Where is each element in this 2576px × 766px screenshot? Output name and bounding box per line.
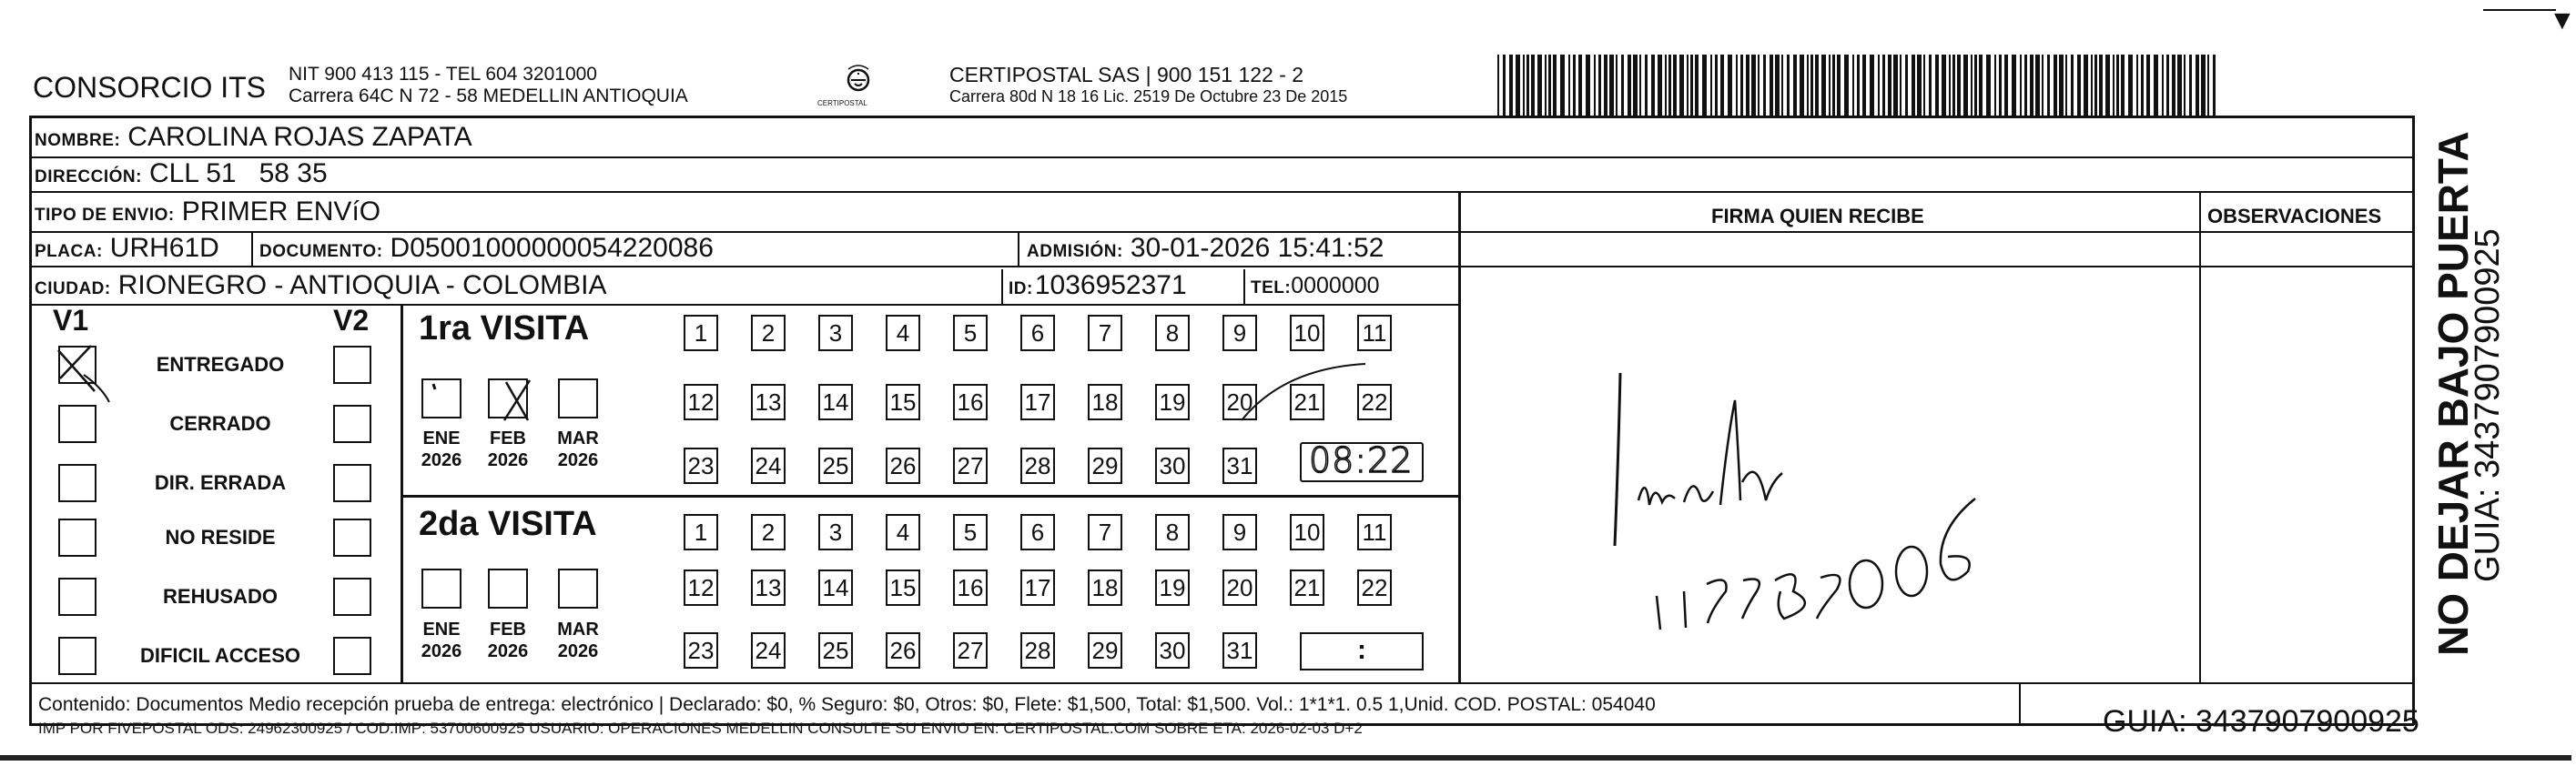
contenido-text: Contenido: Documentos Medio recepción prueba de entrega: electrónico | Declarado: $0, % Seguro: $0, Otros: $0, Flete: $1,500, Total: $1,500. Vol.: 1*1*1. 0.5 1,Unid. COD. POSTAL: 054040 — [38, 694, 1656, 715]
first-visit-day-box[interactable]: 1 — [684, 315, 718, 351]
barcode-bar — [1810, 55, 1813, 118]
status-label: DIR. ERRADA — [154, 471, 287, 494]
status-label: CERRADO — [169, 412, 271, 435]
barcode-bar — [1578, 55, 1582, 118]
barcode-bar — [2154, 55, 2158, 118]
second-visit-day-box[interactable]: 22 — [1357, 569, 1392, 606]
v1-header: V1 — [53, 304, 89, 337]
barcode-bar — [1673, 55, 1677, 118]
first-visit-day-box[interactable]: 19 — [1155, 384, 1190, 420]
observations-divider — [2199, 191, 2201, 682]
second-visit-day-box[interactable]: 3 — [818, 514, 853, 550]
barcode-bar — [1509, 55, 1513, 118]
first-visit-day-box[interactable]: 17 — [1020, 384, 1055, 420]
barcode-bar — [2071, 55, 2074, 118]
barcode-bar — [1628, 55, 1631, 118]
firma-title: FIRMA QUIEN RECIBE — [1711, 205, 1924, 227]
barcode-bar — [1957, 55, 1961, 118]
barcode-bar — [1715, 55, 1718, 118]
carrier-name: CERTIPOSTAL SAS | 900 151 122 - 2 — [949, 63, 1304, 86]
first-visit-day-box[interactable]: 4 — [886, 315, 920, 351]
barcode-bar — [1952, 55, 1955, 118]
barcode-bar — [1905, 55, 1908, 118]
documento-label: DOCUMENTO: — [259, 242, 383, 261]
second-visit-day-box[interactable]: 4 — [886, 514, 920, 550]
barcode-bar — [1548, 55, 1551, 118]
barcode-bar — [1949, 55, 1951, 118]
barcode-bar — [1545, 55, 1547, 118]
status-label: ENTREGADO — [156, 353, 285, 376]
barcode-bar — [2099, 55, 2103, 118]
second-visit-day-box[interactable]: 5 — [953, 514, 988, 550]
barcode-bar — [2004, 55, 2008, 118]
barcode-bar — [1770, 55, 1773, 118]
second-visit-day-box[interactable]: 8 — [1155, 514, 1190, 550]
barcode-bar — [1621, 55, 1624, 118]
barcode-bar — [1665, 55, 1667, 118]
documento-value: D05001000000054220086 — [390, 233, 714, 263]
barcode-bar — [1720, 55, 1724, 118]
second-visit-day-box[interactable]: 9 — [1222, 514, 1257, 550]
barcode-bar — [1516, 55, 1520, 118]
barcode-bar — [1917, 55, 1922, 118]
month-year: 2026 — [421, 641, 462, 661]
observaciones-title: OBSERVACIONES — [2207, 205, 2382, 227]
barcode-bar — [1594, 55, 1596, 118]
barcode-bar — [2094, 55, 2097, 118]
guia-number-side: GUIA: 3437907900925 — [2469, 228, 2507, 582]
barcode-bar — [1815, 55, 1819, 118]
second-visit-day-box[interactable]: 18 — [1088, 569, 1122, 606]
barcode-bar — [2065, 55, 2067, 118]
barcode-bar — [1832, 55, 1835, 118]
second-visit-day-box[interactable]: 20 — [1222, 569, 1257, 606]
barcode-bar — [1586, 55, 1590, 118]
day20-stroke — [1242, 364, 1365, 420]
first-visit-day-box[interactable]: 24 — [751, 448, 786, 484]
barcode-bar — [2146, 55, 2150, 118]
guia-cell-sep — [2019, 682, 2021, 723]
barcode-bar — [1537, 55, 1542, 118]
frame-right — [2412, 116, 2415, 725]
barcode-bar — [2113, 55, 2115, 118]
barcode-bar — [1531, 55, 1535, 118]
direccion-value: CLL 51 58 35 — [148, 158, 328, 188]
second-visit-day-box[interactable]: 30 — [1155, 632, 1190, 669]
first-visit-day-box[interactable]: 28 — [1020, 448, 1055, 484]
first-visit-day-box[interactable]: 13 — [751, 384, 786, 420]
barcode-bar — [1758, 55, 1760, 118]
barcode-bar — [1781, 55, 1783, 118]
barcode-bar — [1763, 55, 1766, 118]
first-visit-title: 1ra VISITA — [419, 309, 590, 348]
barcode-bar — [2077, 55, 2081, 118]
nombre-label: NOMBRE: — [35, 131, 121, 150]
barcode-bar — [2184, 55, 2186, 118]
barcode-bar — [2020, 55, 2022, 118]
barcode-bar — [1821, 55, 1826, 118]
barcode-bar — [2012, 55, 2016, 118]
barcode-bar — [1651, 55, 1655, 118]
barcode-bar — [1687, 55, 1689, 118]
barcode-bar — [1658, 55, 1662, 118]
first-visit-day-box[interactable]: 26 — [886, 448, 920, 484]
barcode-bar — [1923, 55, 1925, 118]
month-year: 2026 — [487, 450, 529, 470]
barcode-bar — [1751, 55, 1756, 118]
first-visit-day-box[interactable]: 25 — [818, 448, 853, 484]
first-visit-day-box[interactable]: 15 — [886, 384, 920, 420]
month-name: FEB — [490, 620, 526, 640]
barcode-bar — [1893, 55, 1898, 118]
barcode-bar — [1702, 55, 1707, 118]
barcode-bar — [1695, 55, 1699, 118]
barcode-bar — [2054, 55, 2057, 118]
second-visit-day-box[interactable]: 16 — [953, 569, 988, 606]
id-value: 1036952371 — [1034, 270, 1187, 300]
ene-dot — [433, 384, 435, 389]
second-visit-day-box[interactable]: 11 — [1357, 514, 1392, 550]
imp-text: IMP POR FIVEPOSTAL ODS: 24962300925 / COD.IMP: 53700600925 USUARIO: OPERACIONES MEDELLIN CONSULTE SU ENVIO EN: CERTIPOSTAL.COM SOBRE ETA: 2026-02-03 D+2 — [38, 720, 1363, 737]
company-name: CONSORCIO ITS — [33, 71, 267, 104]
first-visit-day-box[interactable]: 10 — [1290, 315, 1324, 351]
barcode-bar — [1888, 55, 1891, 118]
placa-label: PLACA: — [35, 242, 103, 261]
nombre-value: CAROLINA ROJAS ZAPATA — [127, 122, 472, 152]
barcode-bar — [1598, 55, 1601, 118]
first-visit-day-box[interactable]: 7 — [1088, 315, 1122, 351]
barcode-bar — [1829, 55, 1831, 118]
month-name: MAR — [557, 620, 599, 640]
first-visit-day-box[interactable]: 11 — [1357, 315, 1392, 351]
admision-value: 30-01-2026 15:41:52 — [1130, 233, 1384, 263]
barcode-bar — [1986, 55, 1991, 118]
entregado-check-mark — [58, 346, 95, 391]
first-visit-day-box[interactable]: 18 — [1088, 384, 1122, 420]
id-label: ID: — [1009, 279, 1033, 298]
handwritten-signature — [1547, 346, 2094, 655]
barcode-bar — [2121, 55, 2125, 118]
barcode-bar — [2189, 55, 2192, 118]
barcode-bar — [1787, 55, 1790, 118]
barcode-bar — [1560, 55, 1565, 118]
barcode-bar — [1503, 55, 1506, 118]
barcode-bar — [1999, 55, 2002, 118]
second-visit-day-box[interactable]: 2 — [751, 514, 786, 550]
barcode-bar — [1639, 55, 1641, 118]
second-visit-day-box[interactable]: 17 — [1020, 569, 1055, 606]
barcode-bar — [1645, 55, 1648, 118]
barcode-bar — [2166, 55, 2169, 118]
barcode-bar — [2213, 55, 2216, 118]
second-visit-day-box[interactable]: 21 — [1290, 569, 1324, 606]
barcode-bar — [2141, 55, 2144, 118]
second-visit-day-box[interactable]: 1 — [684, 514, 718, 550]
month-name: ENE — [422, 428, 461, 449]
company-address: Carrera 64C N 72 - 58 MEDELLIN ANTIOQUIA — [289, 86, 688, 106]
scan-bottom-edge — [0, 755, 2571, 761]
month-year: 2026 — [557, 450, 599, 470]
month-name: ENE — [422, 620, 461, 640]
status-label: REHUSADO — [163, 585, 278, 608]
first-visit-day-box[interactable]: 3 — [818, 315, 853, 351]
first-visit-day-box[interactable]: 12 — [684, 384, 718, 420]
barcode-bar — [1793, 55, 1797, 118]
second-visit-day-box[interactable]: 25 — [818, 632, 853, 669]
barcode-bar — [1870, 55, 1874, 118]
barcode-bar — [1974, 55, 1977, 118]
placa-value: URH61D — [109, 233, 219, 263]
company-nit: NIT 900 413 115 - TEL 604 3201000 — [289, 64, 597, 85]
barcode-bar — [2059, 55, 2064, 118]
first-visit-day-box[interactable]: 23 — [684, 448, 718, 484]
tipo-value: PRIMER ENVíO — [181, 197, 381, 227]
first-visit-day-box[interactable]: 27 — [953, 448, 988, 484]
barcode-bar — [1604, 55, 1607, 118]
barcode-bar — [2172, 55, 2175, 118]
status-label: NO RESIDE — [165, 526, 276, 549]
second-visit-day-box[interactable]: 31 — [1222, 632, 1257, 669]
direccion-label: DIRECCIÓN: — [35, 167, 142, 186]
ciudad-label: CIUDAD: — [35, 279, 111, 298]
first-visit-day-box[interactable]: 22 — [1357, 384, 1392, 420]
certipostal-logo-text: CERTIPOSTAL — [817, 99, 867, 107]
barcode-bar — [1553, 55, 1557, 118]
second-visit-day-box[interactable]: 26 — [886, 632, 920, 669]
barcode-bar — [1912, 55, 1915, 118]
barcode-bar — [1728, 55, 1732, 118]
signature-divider — [1458, 191, 1461, 682]
second-visit-day-box[interactable]: 7 — [1088, 514, 1122, 550]
barcode-bar — [1710, 55, 1712, 118]
barcode-bar — [1740, 55, 1743, 118]
first-visit-day-box[interactable]: 29 — [1088, 448, 1122, 484]
guia-number-bottom: GUIA: 3437907900925 — [2103, 704, 2419, 739]
second-visit-day-box[interactable]: 14 — [818, 569, 853, 606]
first-visit-day-box[interactable]: 8 — [1155, 315, 1190, 351]
month-name: FEB — [490, 428, 526, 449]
barcode-bar — [1690, 55, 1693, 118]
second-visit-title: 2da VISITA — [419, 505, 597, 543]
barcode-bar — [2177, 55, 2182, 118]
barcode-bar — [2024, 55, 2027, 118]
row-sep — [1461, 266, 2414, 267]
barcode-bar — [2136, 55, 2138, 118]
barcode-bar — [1882, 55, 1885, 118]
barcode-bar — [2035, 55, 2040, 118]
first-visit-day-box[interactable]: 6 — [1020, 315, 1055, 351]
barcode-bar — [1935, 55, 1939, 118]
tel-label: TEL: — [1251, 278, 1292, 297]
barcode-bar — [1800, 55, 1804, 118]
second-visit-day-box[interactable]: 12 — [684, 569, 718, 606]
barcode-bar — [2091, 55, 2093, 118]
feb-cross-mark — [504, 380, 530, 420]
first-visit-day-box[interactable]: 31 — [1222, 448, 1257, 484]
first-visit-day-box[interactable]: 9 — [1222, 315, 1257, 351]
first-visit-day-box[interactable]: 30 — [1155, 448, 1190, 484]
entregado-check-tail — [84, 375, 109, 402]
barcode-bar — [1942, 55, 1946, 118]
barcode-bar — [2162, 55, 2164, 118]
barcode-bar — [2207, 55, 2209, 118]
month-year: 2026 — [557, 641, 599, 661]
second-visit-day-box[interactable]: 23 — [684, 632, 718, 669]
barcode-bar — [1573, 55, 1576, 118]
barcode-bar — [1979, 55, 1983, 118]
second-visit-day-box[interactable]: 15 — [886, 569, 920, 606]
barcode-bar — [2201, 55, 2206, 118]
barcode-bar — [1668, 55, 1671, 118]
first-visit-day-box[interactable]: 14 — [818, 384, 853, 420]
barcode-bar — [1679, 55, 1684, 118]
second-visit-time-box[interactable]: : — [1300, 632, 1424, 670]
first-visit-day-box[interactable]: 20 — [1222, 384, 1257, 420]
month-year: 2026 — [487, 641, 529, 661]
barcode-bar — [1775, 55, 1780, 118]
first-visit-day-box[interactable]: 5 — [953, 315, 988, 351]
barcode-bar — [1746, 55, 1749, 118]
ciudad-value: RIONEGRO - ANTIOQUIA - COLOMBIA — [117, 270, 607, 300]
v2-header: V2 — [333, 304, 370, 337]
second-visit-day-box[interactable]: 28 — [1020, 632, 1055, 669]
barcode-bar — [1526, 55, 1529, 118]
scan-mark: ▼ — [2549, 5, 2576, 35]
barcode-bar — [1616, 55, 1618, 118]
barcode-bar — [1633, 55, 1638, 118]
barcode-bar — [1878, 55, 1880, 118]
admision-label: ADMISIÓN: — [1027, 242, 1123, 261]
barcode-bar — [1857, 55, 1860, 118]
second-visit-day-box[interactable]: 13 — [751, 569, 786, 606]
second-visit-day-box[interactable]: 29 — [1088, 632, 1122, 669]
first-visit-day-box[interactable]: 16 — [953, 384, 988, 420]
month-year: 2026 — [421, 450, 462, 470]
tipo-label: TIPO DE ENVIO: — [35, 206, 175, 225]
barcode-bar — [1736, 55, 1738, 118]
second-visit-day-box[interactable]: 27 — [953, 632, 988, 669]
first-visit-time: 08:22 — [1309, 440, 1414, 480]
second-visit-day-box[interactable]: 19 — [1155, 569, 1190, 606]
barcode-bar — [1852, 55, 1854, 118]
barcode-bar — [2128, 55, 2133, 118]
barcode-bar — [1929, 55, 1932, 118]
barcode-bar — [2196, 55, 2199, 118]
barcode-bar — [2047, 55, 2050, 118]
barcode-bar — [1837, 55, 1841, 118]
barcode-bar — [1609, 55, 1614, 118]
tel-value: 0000000 — [1291, 273, 1380, 298]
barcode-bar — [1963, 55, 1968, 118]
second-visit-day-box[interactable]: 24 — [751, 632, 786, 669]
barcode-bar — [1862, 55, 1866, 118]
scan-edge — [2483, 9, 2556, 11]
first-visit-day-box[interactable]: 2 — [751, 315, 786, 351]
status-label: DIFICIL ACCESO — [139, 644, 300, 667]
second-visit-day-box[interactable]: 10 — [1290, 514, 1324, 550]
first-visit-day-box[interactable]: 21 — [1290, 384, 1324, 420]
month-name: MAR — [557, 428, 599, 449]
barcode-bar — [2105, 55, 2110, 118]
carrier-license: Carrera 80d N 18 16 Lic. 2519 De Octubre 23 De 2015 — [949, 87, 1348, 106]
barcode-bar — [1807, 55, 1809, 118]
barcode-bar — [1497, 55, 1499, 118]
barcode — [1497, 55, 2226, 118]
barcode-bar — [2116, 55, 2119, 118]
barcode-bar — [2030, 55, 2033, 118]
barcode-bar — [1844, 55, 1849, 118]
barcode-bar — [1523, 55, 1525, 118]
barcode-bar — [1994, 55, 1996, 118]
second-visit-day-box[interactable]: 6 — [1020, 514, 1055, 550]
barcode-bar — [1971, 55, 1973, 118]
barcode-bar — [1900, 55, 1902, 118]
no-dejar-bajo-puerta: NO DEJAR BAJO PUERTA — [2429, 131, 2477, 656]
barcode-bar — [2042, 55, 2044, 118]
barcode-bar — [1568, 55, 1570, 118]
barcode-bar — [2084, 55, 2088, 118]
